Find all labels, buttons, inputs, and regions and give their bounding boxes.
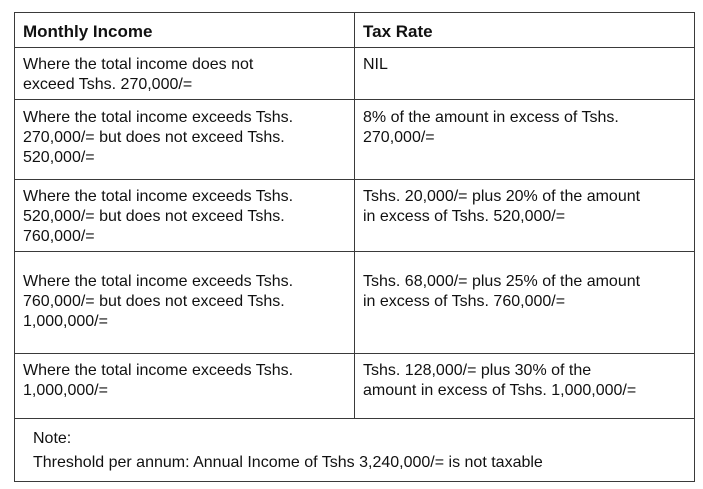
header-monthly-income: Monthly Income bbox=[15, 13, 355, 47]
income-cell: Where the total income exceeds Tshs. 520,000/= but does not exceed Tshs. 760,000/= bbox=[15, 180, 355, 251]
income-cell: Where the total income exceeds Tshs. 270,000/= but does not exceed Tshs. 520,000/= bbox=[15, 100, 355, 179]
table-row bbox=[15, 48, 694, 100]
income-cell: Where the total income does not exceed Tshs. 270,000/= bbox=[15, 48, 355, 99]
table-header-row bbox=[15, 13, 694, 48]
note-label: Note: bbox=[33, 430, 72, 447]
table-row bbox=[15, 100, 694, 180]
rate-cell: Tshs. 68,000/= plus 25% of the amount in excess of Tshs. 760,000/= bbox=[363, 273, 641, 310]
table-row bbox=[15, 252, 694, 354]
income-cell: Where the total income exceeds Tshs. 760,000/= but does not exceed Tshs. 1,000,000/= bbox=[15, 252, 355, 353]
income-cell: Where the total income exceeds Tshs. 1,000,000/= bbox=[15, 354, 355, 418]
table-row bbox=[15, 180, 694, 252]
note-text: Threshold per annum: Annual Income of Tshs 3,240,000/= is not taxable bbox=[33, 454, 543, 471]
rate-cell: NIL bbox=[363, 56, 388, 73]
table-row bbox=[15, 354, 694, 419]
header-tax-rate: Tax Rate bbox=[363, 22, 433, 41]
rate-cell: Tshs. 20,000/= plus 20% of the amount in excess of Tshs. 520,000/= bbox=[363, 188, 641, 225]
table-note bbox=[15, 419, 694, 481]
rate-cell: Tshs. 128,000/= plus 30% of the amount in excess of Tshs. 1,000,000/= bbox=[363, 362, 637, 399]
tax-rate-table bbox=[14, 12, 695, 482]
rate-cell: 8% of the amount in excess of Tshs. 270,000/= bbox=[363, 109, 619, 146]
